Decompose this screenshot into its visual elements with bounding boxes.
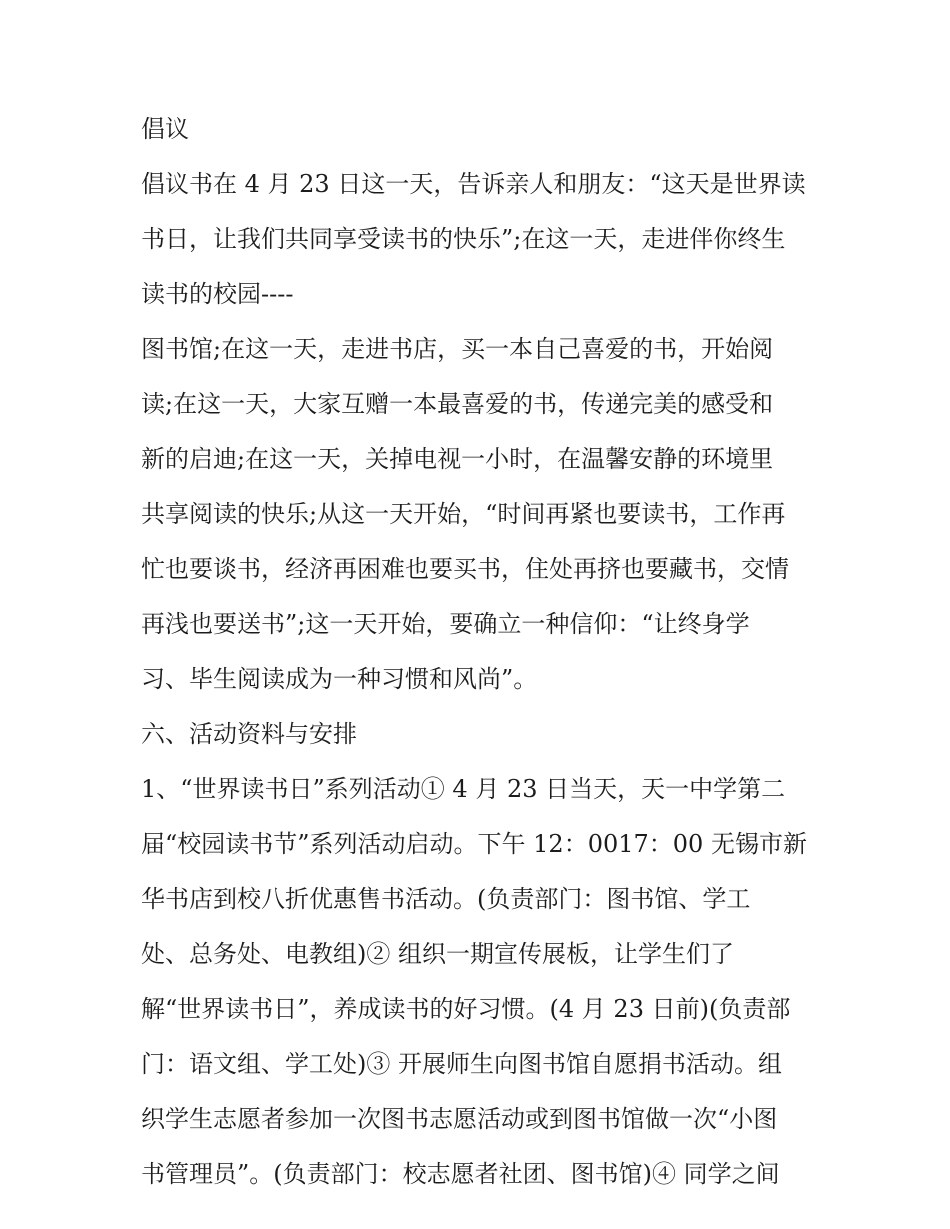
text-line: 书管理员”。(负责部门：校志愿者社团、图书馆)④ 同学之间 <box>141 1160 780 1188</box>
text-line: 织学生志愿者参加一次图书志愿活动或到图书馆做一次“小图 <box>141 1105 778 1133</box>
text-line: 忙也要谈书，经济再困难也要买书，住处再挤也要藏书，交情 <box>141 555 789 583</box>
text-line: 共享阅读的快乐;从这一天开始，“时间再紧也要读书，工作再 <box>141 500 786 528</box>
text-line: 倡议书在 4 月 23 日这一天，告诉亲人和朋友：“这天是世界读 <box>141 170 806 198</box>
document-body <box>141 106 821 1206</box>
text-line: 届“校园读书节”系列活动启动。下午 12：0017：00 无锡市新 <box>141 830 807 858</box>
text-line: 华书店到校八折优惠售书活动。(负责部门：图书馆、学工 <box>141 885 751 913</box>
text-line: 新的启迪;在这一天，关掉电视一小时，在温馨安静的环境里 <box>141 445 774 473</box>
text-line: 处、总务处、电教组)② 组织一期宣传展板，让学生们了 <box>141 940 734 968</box>
section-heading-proposal: 倡议 <box>141 115 189 143</box>
text-line: 解“世界读书日”，养成读书的好习惯。(4 月 23 日前)(负责部 <box>141 995 791 1023</box>
text-line: 书日，让我们共同享受读书的快乐”;在这一天，走进伴你终生 <box>141 225 786 253</box>
section-heading-activities: 六、活动资料与安排 <box>141 720 357 748</box>
text-line: 门：语文组、学工处)③ 开展师生向图书馆自愿捐书活动。组 <box>141 1050 782 1078</box>
text-line: 习、毕生阅读成为一种习惯和风尚”。 <box>141 665 538 693</box>
text-line: 再浅也要送书”;这一天开始，要确立一种信仰：“让终身学 <box>141 610 750 638</box>
text-line: 1、“世界读书日”系列活动① 4 月 23 日当天，天一中学第二 <box>141 775 786 803</box>
text-line: 图书馆;在这一天，走进书店，买一本自己喜爱的书，开始阅 <box>141 335 774 363</box>
text-line: 读;在这一天，大家互赠一本最喜爱的书，传递完美的感受和 <box>141 390 774 418</box>
text-line: 读书的校园---- <box>141 280 294 308</box>
